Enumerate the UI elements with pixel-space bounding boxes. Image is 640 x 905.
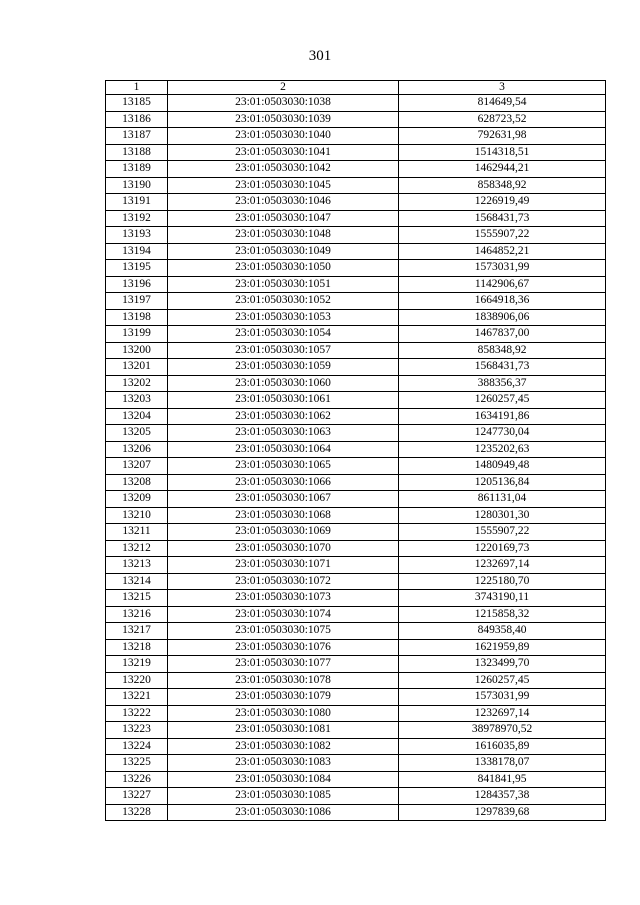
row-number-cell: 13193 xyxy=(106,227,168,244)
cadastral-number-cell: 23:01:0503030:1054 xyxy=(168,326,399,343)
table-row xyxy=(106,755,606,772)
cadastral-number-cell: 23:01:0503030:1040 xyxy=(168,128,399,145)
value-cell: 1555907,22 xyxy=(399,227,606,244)
table-row xyxy=(106,309,606,326)
row-number-cell: 13202 xyxy=(106,375,168,392)
table-row xyxy=(106,441,606,458)
row-number-cell: 13227 xyxy=(106,788,168,805)
table-row xyxy=(106,260,606,277)
cadastral-number-cell: 23:01:0503030:1070 xyxy=(168,540,399,557)
value-cell: 1338178,07 xyxy=(399,755,606,772)
table-row xyxy=(106,788,606,805)
value-cell: 1220169,73 xyxy=(399,540,606,557)
cadastral-number-cell: 23:01:0503030:1074 xyxy=(168,606,399,623)
row-number-cell: 13220 xyxy=(106,672,168,689)
value-cell: 1568431,73 xyxy=(399,210,606,227)
table-row xyxy=(106,689,606,706)
row-number-cell: 13196 xyxy=(106,276,168,293)
cadastral-number-cell: 23:01:0503030:1076 xyxy=(168,639,399,656)
cadastral-number-cell: 23:01:0503030:1050 xyxy=(168,260,399,277)
row-number-cell: 13187 xyxy=(106,128,168,145)
row-number-cell: 13223 xyxy=(106,722,168,739)
value-cell: 1573031,99 xyxy=(399,260,606,277)
row-number-cell: 13197 xyxy=(106,293,168,310)
cadastral-number-cell: 23:01:0503030:1048 xyxy=(168,227,399,244)
cadastral-number-cell: 23:01:0503030:1045 xyxy=(168,177,399,194)
table-row xyxy=(106,95,606,112)
value-cell: 3743190,11 xyxy=(399,590,606,607)
cadastral-number-cell: 23:01:0503030:1067 xyxy=(168,491,399,508)
table-row xyxy=(106,491,606,508)
row-number-cell: 13214 xyxy=(106,573,168,590)
cadastral-number-cell: 23:01:0503030:1085 xyxy=(168,788,399,805)
cadastral-number-cell: 23:01:0503030:1047 xyxy=(168,210,399,227)
table-row xyxy=(106,375,606,392)
cadastral-number-cell: 23:01:0503030:1081 xyxy=(168,722,399,739)
cadastral-number-cell: 23:01:0503030:1060 xyxy=(168,375,399,392)
cadastral-number-cell: 23:01:0503030:1086 xyxy=(168,804,399,821)
cadastral-number-cell: 23:01:0503030:1071 xyxy=(168,557,399,574)
value-cell: 1280301,30 xyxy=(399,507,606,524)
cadastral-number-cell: 23:01:0503030:1064 xyxy=(168,441,399,458)
value-cell: 1260257,45 xyxy=(399,392,606,409)
cadastral-number-cell: 23:01:0503030:1052 xyxy=(168,293,399,310)
row-number-cell: 13218 xyxy=(106,639,168,656)
value-cell: 861131,04 xyxy=(399,491,606,508)
value-cell: 1514318,51 xyxy=(399,144,606,161)
row-number-cell: 13219 xyxy=(106,656,168,673)
table-row xyxy=(106,194,606,211)
value-cell: 1480949,48 xyxy=(399,458,606,475)
cadastral-number-cell: 23:01:0503030:1073 xyxy=(168,590,399,607)
value-cell: 814649,54 xyxy=(399,95,606,112)
table-row xyxy=(106,243,606,260)
table-row xyxy=(106,161,606,178)
cadastral-number-cell: 23:01:0503030:1041 xyxy=(168,144,399,161)
table-row xyxy=(106,276,606,293)
row-number-cell: 13194 xyxy=(106,243,168,260)
value-cell: 1568431,73 xyxy=(399,359,606,376)
table-header xyxy=(106,81,606,95)
cadastral-number-cell: 23:01:0503030:1049 xyxy=(168,243,399,260)
value-cell: 858348,92 xyxy=(399,342,606,359)
table-row xyxy=(106,623,606,640)
table-body xyxy=(106,95,606,821)
table-row xyxy=(106,408,606,425)
value-cell: 1573031,99 xyxy=(399,689,606,706)
value-cell: 1664918,36 xyxy=(399,293,606,310)
cadastral-number-cell: 23:01:0503030:1061 xyxy=(168,392,399,409)
cadastral-number-cell: 23:01:0503030:1065 xyxy=(168,458,399,475)
row-number-cell: 13222 xyxy=(106,705,168,722)
row-number-cell: 13216 xyxy=(106,606,168,623)
table-row xyxy=(106,128,606,145)
value-cell: 388356,37 xyxy=(399,375,606,392)
table-row xyxy=(106,458,606,475)
table-row xyxy=(106,705,606,722)
row-number-cell: 13188 xyxy=(106,144,168,161)
row-number-cell: 13191 xyxy=(106,194,168,211)
table-row xyxy=(106,738,606,755)
value-cell: 1215858,32 xyxy=(399,606,606,623)
table-row xyxy=(106,359,606,376)
value-cell: 1260257,45 xyxy=(399,672,606,689)
value-cell: 1555907,22 xyxy=(399,524,606,541)
cadastral-number-cell: 23:01:0503030:1038 xyxy=(168,95,399,112)
value-cell: 1464852,21 xyxy=(399,243,606,260)
cadastral-number-cell: 23:01:0503030:1057 xyxy=(168,342,399,359)
column-header-1: 1 xyxy=(106,81,168,95)
row-number-cell: 13206 xyxy=(106,441,168,458)
row-number-cell: 13189 xyxy=(106,161,168,178)
value-cell: 1225180,70 xyxy=(399,573,606,590)
cadastral-number-cell: 23:01:0503030:1077 xyxy=(168,656,399,673)
table-row xyxy=(106,342,606,359)
value-cell: 858348,92 xyxy=(399,177,606,194)
value-cell: 792631,98 xyxy=(399,128,606,145)
cadastral-number-cell: 23:01:0503030:1084 xyxy=(168,771,399,788)
row-number-cell: 13224 xyxy=(106,738,168,755)
value-cell: 38978970,52 xyxy=(399,722,606,739)
table-row xyxy=(106,227,606,244)
cadastral-number-cell: 23:01:0503030:1062 xyxy=(168,408,399,425)
value-cell: 1235202,63 xyxy=(399,441,606,458)
value-cell: 1232697,14 xyxy=(399,705,606,722)
table-row xyxy=(106,425,606,442)
row-number-cell: 13209 xyxy=(106,491,168,508)
table-row xyxy=(106,771,606,788)
table-row xyxy=(106,326,606,343)
row-number-cell: 13225 xyxy=(106,755,168,772)
table-row xyxy=(106,639,606,656)
cadastral-number-cell: 23:01:0503030:1053 xyxy=(168,309,399,326)
table-row xyxy=(106,210,606,227)
value-cell: 1467837,00 xyxy=(399,326,606,343)
value-cell: 1205136,84 xyxy=(399,474,606,491)
row-number-cell: 13204 xyxy=(106,408,168,425)
table-row xyxy=(106,722,606,739)
value-cell: 1226919,49 xyxy=(399,194,606,211)
row-number-cell: 13203 xyxy=(106,392,168,409)
cadastral-number-cell: 23:01:0503030:1051 xyxy=(168,276,399,293)
value-cell: 1323499,70 xyxy=(399,656,606,673)
row-number-cell: 13186 xyxy=(106,111,168,128)
value-cell: 1838906,06 xyxy=(399,309,606,326)
data-table xyxy=(105,80,606,821)
row-number-cell: 13205 xyxy=(106,425,168,442)
row-number-cell: 13210 xyxy=(106,507,168,524)
table-row xyxy=(106,540,606,557)
cadastral-number-cell: 23:01:0503030:1066 xyxy=(168,474,399,491)
row-number-cell: 13212 xyxy=(106,540,168,557)
value-cell: 1616035,89 xyxy=(399,738,606,755)
value-cell: 841841,95 xyxy=(399,771,606,788)
cadastral-number-cell: 23:01:0503030:1069 xyxy=(168,524,399,541)
table-row xyxy=(106,804,606,821)
cadastral-number-cell: 23:01:0503030:1042 xyxy=(168,161,399,178)
row-number-cell: 13185 xyxy=(106,95,168,112)
cadastral-number-cell: 23:01:0503030:1079 xyxy=(168,689,399,706)
table-row xyxy=(106,474,606,491)
row-number-cell: 13221 xyxy=(106,689,168,706)
table-row xyxy=(106,111,606,128)
table-row xyxy=(106,507,606,524)
page-number: 301 xyxy=(308,48,332,64)
row-number-cell: 13217 xyxy=(106,623,168,640)
row-number-cell: 13228 xyxy=(106,804,168,821)
cadastral-number-cell: 23:01:0503030:1080 xyxy=(168,705,399,722)
table-row xyxy=(106,557,606,574)
value-cell: 1247730,04 xyxy=(399,425,606,442)
value-cell: 1297839,68 xyxy=(399,804,606,821)
row-number-cell: 13200 xyxy=(106,342,168,359)
value-cell: 1462944,21 xyxy=(399,161,606,178)
table-row xyxy=(106,293,606,310)
cadastral-number-cell: 23:01:0503030:1078 xyxy=(168,672,399,689)
cadastral-number-cell: 23:01:0503030:1046 xyxy=(168,194,399,211)
row-number-cell: 13211 xyxy=(106,524,168,541)
cadastral-number-cell: 23:01:0503030:1039 xyxy=(168,111,399,128)
table-row xyxy=(106,656,606,673)
table-row xyxy=(106,177,606,194)
value-cell: 1634191,86 xyxy=(399,408,606,425)
column-header-2: 2 xyxy=(168,81,399,95)
cadastral-number-cell: 23:01:0503030:1068 xyxy=(168,507,399,524)
row-number-cell: 13201 xyxy=(106,359,168,376)
value-cell: 1284357,38 xyxy=(399,788,606,805)
table-row xyxy=(106,606,606,623)
row-number-cell: 13198 xyxy=(106,309,168,326)
row-number-cell: 13195 xyxy=(106,260,168,277)
cadastral-number-cell: 23:01:0503030:1072 xyxy=(168,573,399,590)
column-header-3: 3 xyxy=(399,81,606,95)
value-cell: 628723,52 xyxy=(399,111,606,128)
row-number-cell: 13215 xyxy=(106,590,168,607)
table-header-row xyxy=(106,81,606,95)
table-row xyxy=(106,672,606,689)
table-row xyxy=(106,144,606,161)
table-row xyxy=(106,524,606,541)
row-number-cell: 13213 xyxy=(106,557,168,574)
cadastral-number-cell: 23:01:0503030:1075 xyxy=(168,623,399,640)
row-number-cell: 13208 xyxy=(106,474,168,491)
table-row xyxy=(106,392,606,409)
table-row xyxy=(106,590,606,607)
value-cell: 1232697,14 xyxy=(399,557,606,574)
cadastral-number-cell: 23:01:0503030:1063 xyxy=(168,425,399,442)
table-row xyxy=(106,573,606,590)
row-number-cell: 13207 xyxy=(106,458,168,475)
row-number-cell: 13190 xyxy=(106,177,168,194)
cadastral-number-cell: 23:01:0503030:1082 xyxy=(168,738,399,755)
value-cell: 849358,40 xyxy=(399,623,606,640)
row-number-cell: 13226 xyxy=(106,771,168,788)
value-cell: 1142906,67 xyxy=(399,276,606,293)
row-number-cell: 13192 xyxy=(106,210,168,227)
cadastral-number-cell: 23:01:0503030:1059 xyxy=(168,359,399,376)
cadastral-number-cell: 23:01:0503030:1083 xyxy=(168,755,399,772)
value-cell: 1621959,89 xyxy=(399,639,606,656)
row-number-cell: 13199 xyxy=(106,326,168,343)
